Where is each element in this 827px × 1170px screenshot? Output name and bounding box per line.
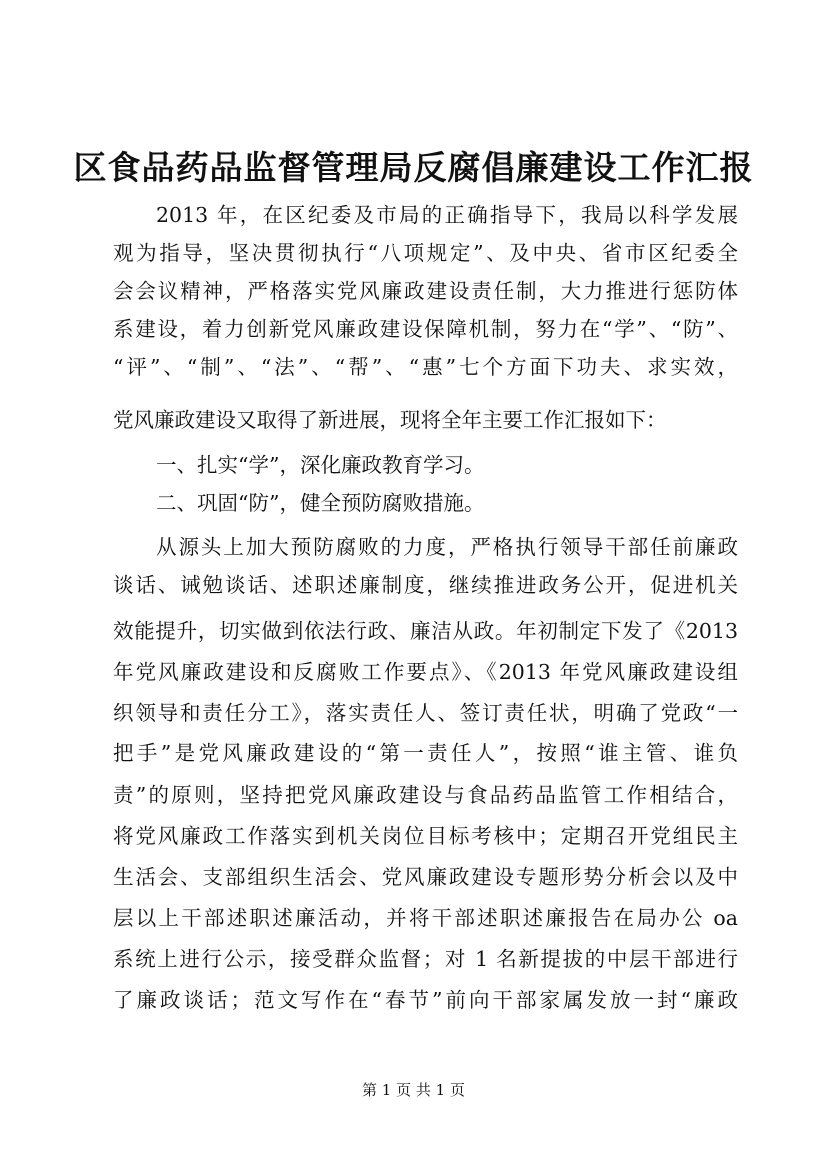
paragraph-line: 责”的原则，坚持把党风廉政建设与食品药品监管工作相结合， [113, 783, 738, 807]
paragraph-line: 把手”是党风廉政建设的“第一责任人”，按照“谁主管、谁负 [113, 741, 738, 765]
paragraph-line: 层以上干部述职述廉活动，并将干部述职述廉报告在局办公 oa [113, 906, 738, 930]
paragraph-line: 观为指导，坚决贯彻执行“八项规定”、及中央、省市区纪委全 [113, 241, 738, 265]
paragraph-line: 生活会、支部组织生活会、党风廉政建设专题形势分析会以及中 [113, 865, 738, 889]
page-number-footer: 第 1 页 共 1 页 [362, 1081, 465, 1099]
paragraph-line: 年党风廉政建设和反腐败工作要点》、《2013 年党风廉政建设组 [113, 660, 738, 684]
paragraph-line: 会会议精神，严格落实党风廉政建设责任制，大力推进行惩防体 [113, 279, 738, 303]
paragraph-line: 将党风廉政工作落实到机关岗位目标考核中；定期召开党组民主 [113, 824, 738, 848]
paragraph-line: 从源头上加大预防腐败的力度，严格执行领导干部任前廉政 [156, 535, 738, 559]
paragraph-line: 谈话、诫勉谈话、述职述廉制度，继续推进政务公开，促进机关 [113, 573, 738, 597]
paragraph-line: 系建设，着力创新党风廉政建设保障机制，努力在“学”、“防”、 [113, 317, 738, 341]
paragraph-line: 织领导和责任分工》，落实责任人、签订责任状，明确了党政“一 [113, 701, 738, 725]
paragraph-line: 2013 年，在区纪委及市局的正确指导下，我局以科学发展 [156, 203, 738, 227]
paragraph-line: “评”、“制”、“法”、“帮”、“惠”七个方面下功夫、求实效， [113, 355, 738, 379]
paragraph-line: 系统上进行公示，接受群众监督；对 1 名新提拔的中层干部进行 [113, 947, 738, 971]
paragraph-line: 党风廉政建设又取得了新进展，现将全年主要工作汇报如下： [113, 408, 667, 432]
section-heading: 二、巩固“防”，健全预防腐败措施。 [156, 491, 485, 515]
document-title: 区食品药品监督管理局反腐倡廉建设工作汇报 [73, 148, 754, 187]
section-heading: 一、扎实“学”，深化廉政教育学习。 [156, 453, 485, 477]
paragraph-line: 了廉政谈话；范文写作在“春节”前向干部家属发放一封“廉政 [113, 988, 738, 1012]
paragraph-line: 效能提升，切实做到依法行政、廉洁从政。年初制定下发了《2013 [113, 619, 738, 643]
